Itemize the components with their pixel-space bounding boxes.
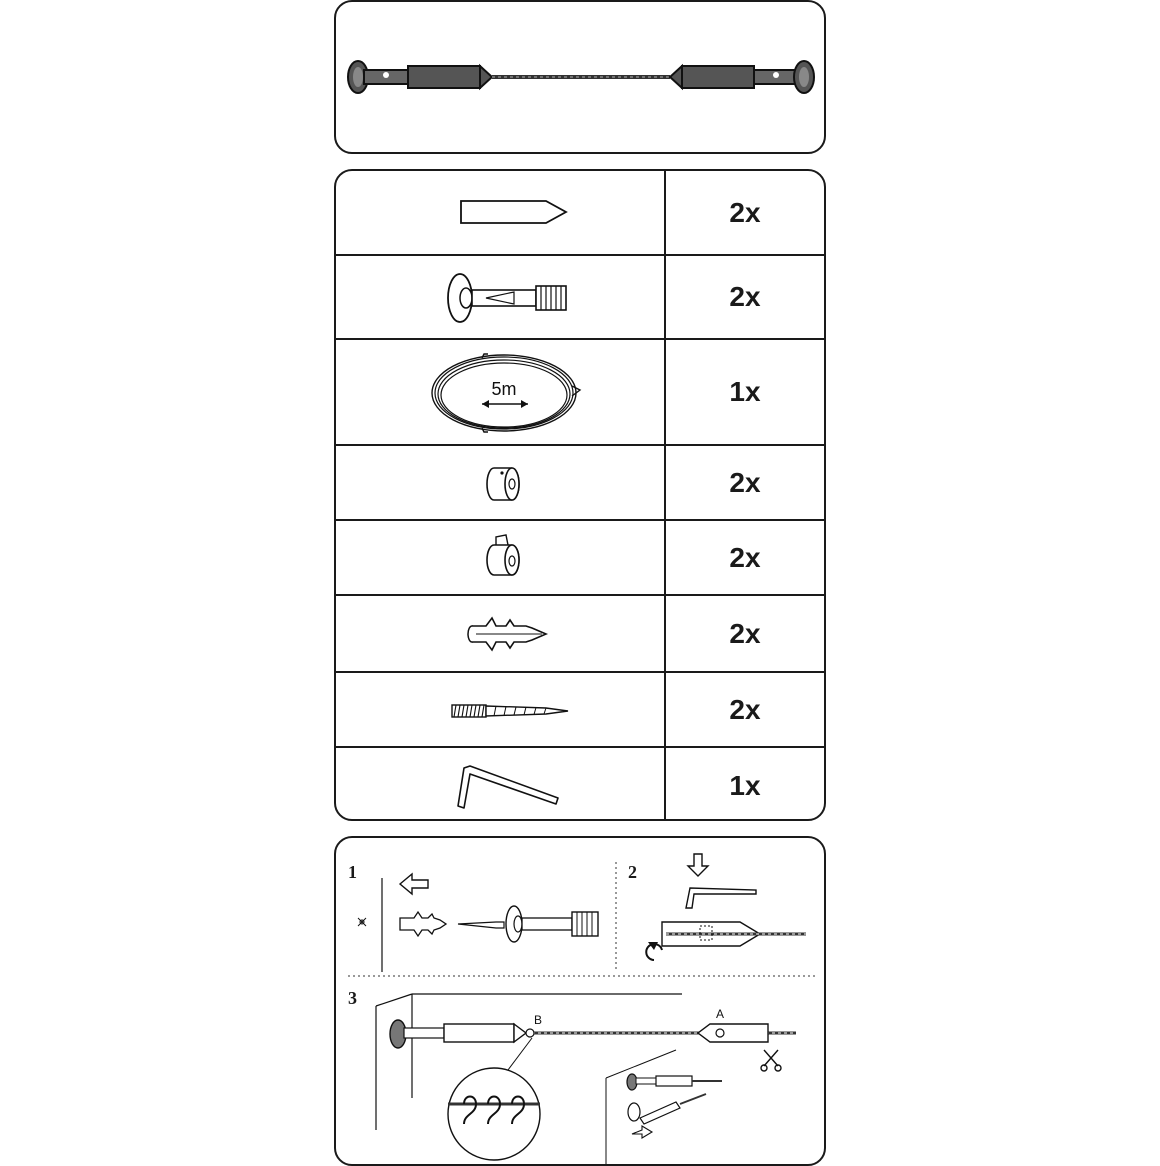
end-cap-icon [444,1024,514,1042]
step-number: 1 [348,862,357,882]
wall-bracket-icon [336,256,664,338]
arrow-right-icon [632,1126,652,1138]
end-cap-icon [698,1024,768,1042]
installation-steps-panel [334,836,826,1166]
step-2-illustration [646,854,806,960]
drill-icon [358,918,366,926]
wall-plug-icon [400,912,446,936]
part-quantity: 2x [729,196,761,228]
parts-row [336,746,824,821]
allen-key-icon [686,888,756,908]
part-quantity: 2x [729,693,761,725]
parts-row [336,594,824,671]
parts-row [336,338,824,444]
open-clamp-icon [336,521,664,594]
part-quantity: 1x [729,376,761,407]
point-a-label: A [716,1007,725,1021]
part-quantity: 2x [729,617,761,649]
parts-row [336,671,824,746]
step-3-illustration [376,994,796,1166]
overview-panel [334,0,826,154]
parts-list-panel [334,169,826,821]
installation-diagram [336,838,826,1166]
step-number: 2 [628,862,637,882]
step-1-illustration [358,874,598,972]
assembled-wire-illustration [336,2,826,154]
wire-length-label: 5m [491,379,517,399]
wall-plug-icon [336,596,664,671]
screw-icon [458,922,504,928]
end-cap-icon [336,171,664,254]
wire-coil-icon [336,340,664,444]
cylinder-clamp-icon [336,446,664,519]
allen-key-icon [336,748,664,821]
arrow-down-icon [688,854,708,876]
part-quantity: 1x [729,769,761,801]
parts-table [336,171,824,819]
part-quantity: 2x [729,541,761,573]
screw-icon [336,673,664,746]
step-number: 3 [348,988,357,1008]
parts-row [336,519,824,594]
parts-row [336,171,824,254]
arrow-left-icon [400,874,428,894]
part-quantity: 2x [729,466,761,498]
part-quantity: 2x [729,281,761,312]
parts-row [336,444,824,519]
parts-row [336,254,824,338]
point-b-label: B [534,1013,543,1027]
scissors-icon [761,1050,781,1071]
